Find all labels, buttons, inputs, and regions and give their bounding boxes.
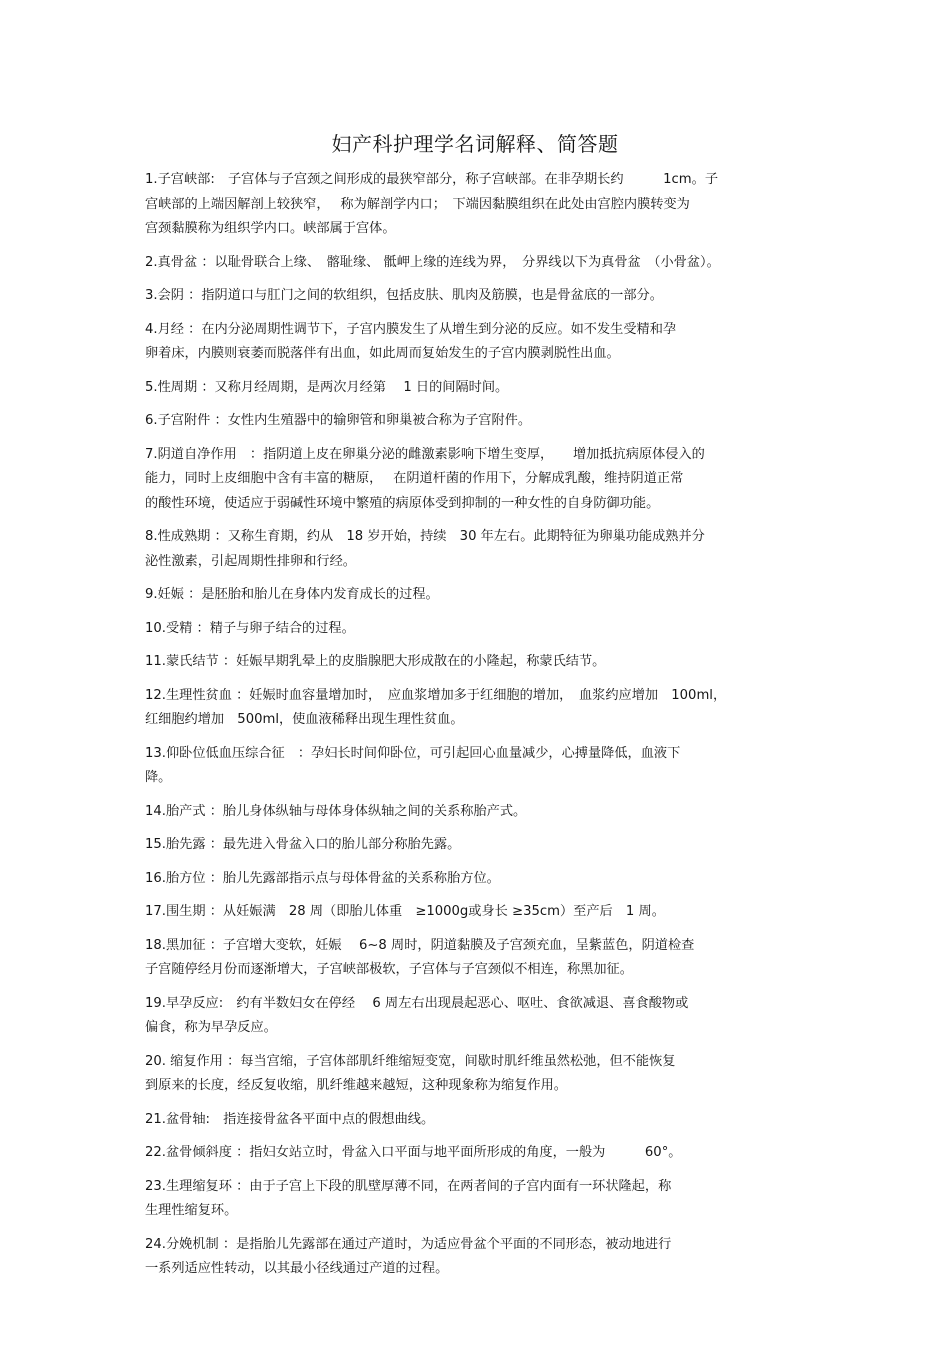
entry-line: 一系列适应性转动，以其最小径线通过产道的过程。 <box>145 1261 449 1276</box>
term-entry <box>145 583 813 608</box>
term-entry <box>145 1108 813 1133</box>
term-entry <box>145 443 813 517</box>
entry-line: 泌性激素，引起周期性排卵和行经。 <box>145 553 356 569</box>
entry-line: 能力，同时上皮细胞中含有丰富的糖原， 在阴道杆菌的作用下，分解成乳酸，维持阴道正常 <box>145 471 684 486</box>
term-entry <box>145 284 813 309</box>
entry-line: 20. 缩复作用 ：每当宫缩，子宫体部肌纤维缩短变宽，间歇时肌纤维虽然松弛，但不能恢复 <box>145 1053 676 1069</box>
entry-line: 22.盆骨倾斜度 ：指妇女站立时，骨盆入口平面与地平面所形成的角度，一般为 60°。 <box>145 1145 682 1160</box>
term-entry <box>145 318 813 367</box>
entry-line: 2.真骨盆 ：以耻骨联合上缘、 髂耻缘、 骶岬上缘的连线为界， 分界线以下为真骨盆 （小骨盆）。 <box>145 254 720 270</box>
entry-line: 子宫随停经月份而逐渐增大，子宫峡部极软，子宫体与子宫颈似不相连，称黑加征。 <box>145 962 633 977</box>
entry-line: 10.受精 ：精子与卵子结合的过程。 <box>145 620 355 636</box>
term-entry <box>145 168 813 242</box>
entry-line: 红细胞约增加 500ml，使血液稀释出现生理性贫血。 <box>145 712 464 727</box>
term-entry <box>145 376 813 401</box>
term-entry <box>145 1233 813 1282</box>
document-title: 妇产科护理学名词解释、简答题 <box>331 132 619 156</box>
entry-list <box>145 168 813 1291</box>
entry-line: 宫颈黏膜称为组织学内口。峡部属于宫体。 <box>145 221 396 236</box>
entry-line: 9.妊娠 ：是胚胎和胎儿在身体内发育成长的过程。 <box>145 587 439 602</box>
term-entry <box>145 867 813 892</box>
term-entry <box>145 525 813 574</box>
term-entry <box>145 742 813 791</box>
entry-line: 16.胎方位 ：胎儿先露部指示点与母体骨盆的关系称胎方位。 <box>145 870 500 886</box>
term-entry <box>145 409 813 434</box>
entry-line: 13.仰卧位低血压综合征 ：孕妇长时间仰卧位，可引起回心血量减少，心搏量降低，血液下 <box>145 745 681 761</box>
entry-line: 24.分娩机制 ：是指胎儿先露部在通过产道时，为适应骨盆个平面的不同形态，被动地进行 <box>145 1236 672 1252</box>
entry-line: 12.生理性贫血 ：妊娠时血容量增加时， 应血浆增加多于红细胞的增加， 血浆约应增加 100ml， <box>145 687 727 703</box>
term-entry <box>145 992 813 1041</box>
term-entry <box>145 684 813 733</box>
entry-line: 18.黑加征 ：子宫增大变软，妊娠 6~8 周时，阴道黏膜及子宫颈充血，呈紫蓝色，阴道检查 <box>145 937 695 953</box>
entry-line: 5.性周期 ：又称月经周期，是两次月经第 1 日的间隔时间。 <box>145 379 509 395</box>
entry-line: 3.会阴 ：指阴道口与肛门之间的软组织，包括皮肤、肌肉及筋膜，也是骨盆底的一部分。 <box>145 288 663 303</box>
term-entry <box>145 900 813 925</box>
entry-line: 19.早孕反应: 约有半数妇女在停经 6 周左右出现晨起恶心、呕吐、食欲减退、喜食酸物或 <box>145 995 689 1011</box>
term-entry <box>145 1175 813 1224</box>
term-entry <box>145 1141 813 1166</box>
entry-line: 到原来的长度，经反复收缩，肌纤维越来越短，这种现象称为缩复作用。 <box>145 1078 567 1093</box>
term-entry <box>145 800 813 825</box>
term-entry <box>145 650 813 675</box>
entry-line: 21.盆骨轴: 指连接骨盆各平面中点的假想曲线。 <box>145 1111 435 1127</box>
entry-line: 6.子宫附件 ：女性内生殖器中的输卵管和卵巢被合称为子宫附件。 <box>145 413 532 428</box>
entry-line: 的酸性环境，使适应于弱碱性环境中繁殖的病原体受到抑制的一种女性的自身防御功能。 <box>145 495 660 511</box>
entry-line: 23.生理缩复环 ：由于子宫上下段的肌壁厚薄不同，在两者间的子宫内面有一环状隆起，称 <box>145 1178 672 1194</box>
term-entry <box>145 617 813 642</box>
entry-line: 4.月经 ：在内分泌周期性调节下，子宫内膜发生了从增生到分泌的反应。如不发生受精和孕 <box>145 321 677 337</box>
entry-line: 15.胎先露 ：最先进入骨盆入口的胎儿部分称胎先露。 <box>145 837 461 852</box>
term-entry <box>145 251 813 276</box>
entry-line: 生理性缩复环。 <box>145 1203 238 1218</box>
term-entry <box>145 833 813 858</box>
entry-line: 宫峡部的上端因解剖上较狭窄， 称为解剖学内口； 下端因黏膜组织在此处由宫腔内膜转变为 <box>145 196 690 212</box>
term-entry <box>145 1050 813 1099</box>
entry-line: 降。 <box>145 770 172 785</box>
entry-line: 卵着床，内膜则衰萎而脱落伴有出血，如此周而复始发生的子宫内膜剥脱性出血。 <box>145 346 620 361</box>
entry-line: 1.子宫峡部: 子宫体与子宫颈之间形成的最狭窄部分，称子宫峡部。在非孕期长约 1cm。子 <box>145 172 719 187</box>
entry-line: 8.性成熟期 ：又称生育期，约从 18 岁开始，持续 30 年左右。此期特征为卵巢功能成熟并分 <box>145 529 705 544</box>
term-entry <box>145 934 813 983</box>
entry-line: 14.胎产式 ：胎儿身体纵轴与母体身体纵轴之间的关系称胎产式。 <box>145 803 527 819</box>
entry-line: 11.蒙氏结节 ：妊娠早期乳晕上的皮脂腺肥大形成散在的小隆起，称蒙氏结节。 <box>145 654 606 669</box>
entry-line: 偏食，称为早孕反应。 <box>145 1020 277 1035</box>
entry-line: 17.围生期 ：从妊娠满 28 周（即胎儿体重 ≥1000g或身长 ≥35cm）至产后 1 周。 <box>145 904 665 919</box>
entry-line: 7.阴道自净作用 ：指阴道上皮在卵巢分泌的雌激素影响下增生变厚， 增加抵抗病原体侵入的 <box>145 446 705 462</box>
